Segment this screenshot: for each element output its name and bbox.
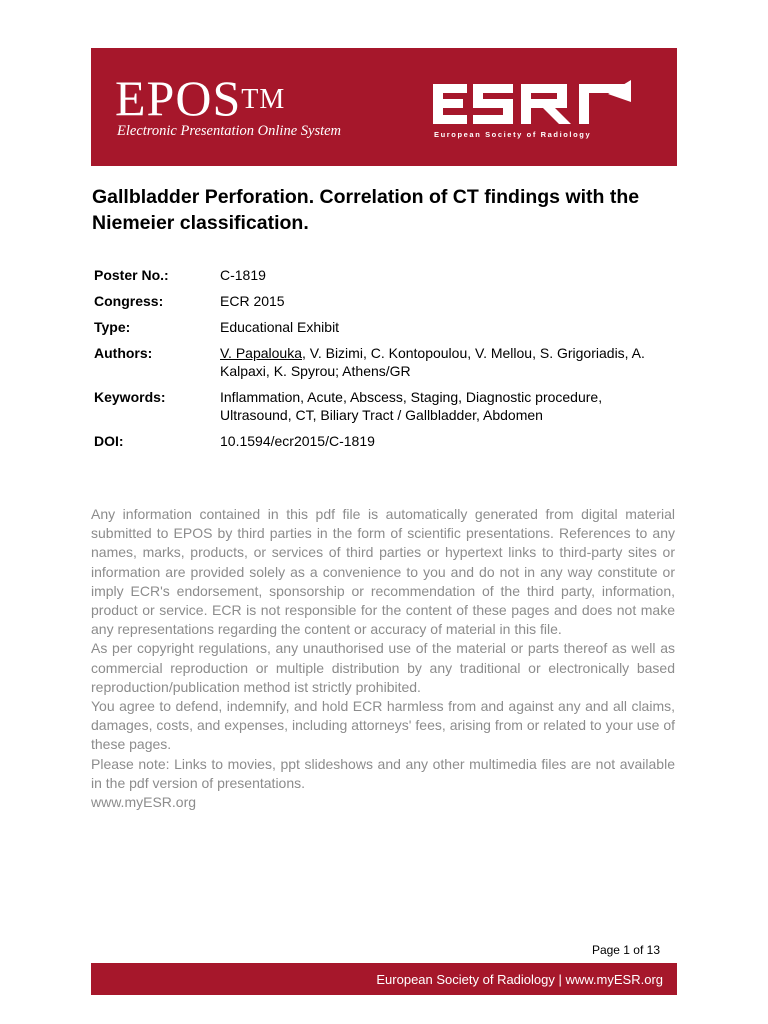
keywords-row	[94, 388, 684, 424]
epos-logo	[115, 70, 286, 126]
keywords-value: Inflammation, Acute, Abscess, Staging, Diagnostic procedure, Ultrasound, CT, Biliary Tract / Gallbladder, Abdomen	[220, 389, 603, 423]
type-label: Type:	[94, 319, 131, 335]
authors-value	[220, 344, 670, 380]
esr-subtitle: European Society of Radiology	[434, 130, 592, 139]
doi-value: 10.1594/ecr2015/C-1819	[220, 433, 375, 449]
type-value: Educational Exhibit	[220, 319, 340, 335]
epos-title: EPOS	[115, 70, 242, 126]
epos-tm: TM	[241, 84, 286, 115]
poster-value: C-1819	[220, 267, 266, 283]
doi-label: DOI:	[94, 433, 124, 449]
keywords-label: Keywords:	[94, 389, 166, 405]
website-link: www.myESR.org	[91, 794, 197, 811]
copyright-paragraph: As per copyright regulations, any unauthorised use of the material or parts thereof as well as commercial reproduction or multiple distribution by any traditional or electronically based reproduction/publication method ist strictly prohibited.	[91, 640, 675, 695]
poster-title: Gallbladder Perforation. Correlation of CT findings with the Niemeier classification.	[92, 186, 640, 234]
poster-label: Poster No.:	[94, 267, 169, 283]
congress-label: Congress:	[94, 293, 164, 309]
disclaimer-text	[91, 505, 675, 812]
presenting-author: V. Papalouka	[220, 345, 302, 361]
header-banner	[91, 48, 677, 166]
footer-bar	[91, 963, 677, 995]
doi-row	[94, 432, 684, 450]
congress-row	[94, 292, 684, 310]
indemnify-paragraph: You agree to defend, indemnify, and hold ECR harmless from and against any and all claims, damages, costs, and expenses, including attorneys' fees, arising from or related to your use of these pages.	[91, 698, 675, 753]
poster-row	[94, 266, 684, 284]
co-authors: , V. Bizimi, C. Kontopoulou, V. Mellou, S. Grigoriadis, A. Kalpaxi, K. Spyrou; Athens/GR	[220, 345, 645, 379]
authors-row	[94, 344, 684, 380]
authors-label: Authors:	[94, 345, 153, 361]
page-number: Page 1 of 13	[591, 943, 660, 957]
congress-value: ECR 2015	[220, 293, 285, 309]
footer-text: European Society of Radiology | www.myESR.org	[376, 972, 663, 987]
type-row	[94, 318, 684, 336]
epos-subtitle: Electronic Presentation Online System	[117, 123, 342, 139]
disclaimer-paragraph: Any information contained in this pdf file is automatically generated from digital material submitted to EPOS by third parties in the form of scientific presentations. References to any names, marks, products, or services of third parties or hypertext links to third-party sites or information are provided solely as a convenience to you and do not in any way constitute or imply ECR's endorsement, sponsorship or recommendation of the third party, information, product or service. ECR is not responsible for the content of these pages and does not make any representations regarding the content or accuracy of material in this file.	[91, 506, 675, 638]
multimedia-note: Please note: Links to movies, ppt slideshows and any other multimedia files are not available in the pdf version of presentations.	[91, 755, 675, 791]
metadata-table	[94, 266, 684, 458]
